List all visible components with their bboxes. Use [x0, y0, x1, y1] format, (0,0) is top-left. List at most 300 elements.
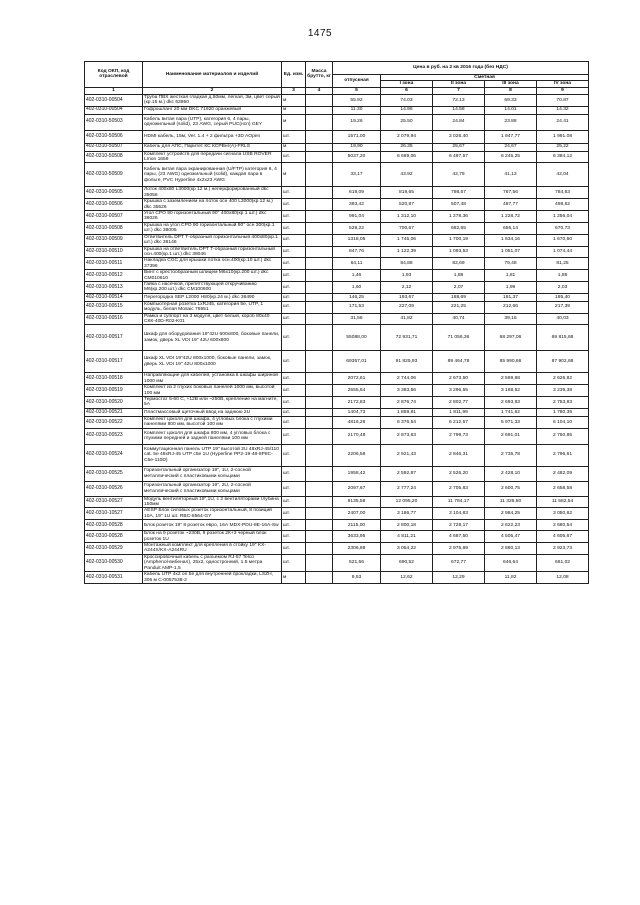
item-unit: м [282, 163, 306, 187]
item-code: 402-0310-50506 [85, 130, 143, 143]
table-row [85, 199, 589, 211]
item-mass [306, 94, 333, 106]
item-unit: шт. [282, 246, 306, 258]
table-row [85, 143, 589, 151]
table-body [85, 94, 589, 583]
table-row [85, 416, 589, 428]
item-code: 402-0310-00511 [85, 258, 143, 270]
zone-2-price: 1 093,53 [433, 246, 485, 258]
table-row [85, 114, 589, 130]
zone-3-price: 1 051,07 [485, 246, 537, 258]
zone-1-price: 43.92 [381, 163, 433, 187]
column-index: 3 [282, 87, 306, 94]
item-name: Крышка на угол СРО 90 горизонтальный 90° осн 300(кр.1 шт.) dkc 38005 [143, 222, 282, 234]
zone-2-price: 2 705,83 [433, 481, 485, 496]
zone-4-price: 6 384,12 [537, 151, 589, 163]
release-price: 64,11 [333, 258, 381, 270]
item-unit: шт. [282, 270, 306, 282]
item-mass [306, 211, 333, 223]
item-code: 402-0310-50503 [85, 114, 143, 130]
release-price: 1,46 [333, 270, 381, 282]
zone-2-price: 1 811,99 [433, 408, 485, 416]
release-price: 2407,00 [333, 508, 381, 520]
zone-2-price: 24.84 [433, 114, 485, 130]
item-mass [306, 301, 333, 313]
item-name: Комплект цоколя для шкафа 800 мм, 4 угловых блока с глухими передней и задней панелями 100 мм [143, 428, 282, 444]
item-name: Блок розеток 19" 8 розеток евро, 16А MDX-PDU-8E-16А-Sw [143, 520, 282, 531]
zone-1-price: 1 122,39 [381, 246, 433, 258]
item-mass [306, 543, 333, 555]
zone-1-price: 1,93 [381, 270, 433, 282]
item-code: 402-0310-50507 [85, 143, 143, 151]
zone-1-price: 700,67 [381, 222, 433, 234]
zone-2-price: 2 802,77 [433, 397, 485, 409]
table-row [85, 543, 589, 555]
item-unit: шт. [282, 508, 306, 520]
zone-3-price: 2 622,23 [485, 520, 537, 531]
item-name: Угол СРО 90 горизонтальный 90° 400х80(кр 1 шт.) dkc 36026 [143, 211, 282, 223]
item-name: Комплект устройств для передачи сигнала USB ROVER Lmon 1659 [143, 151, 282, 163]
zone-1-price: 74.03 [381, 94, 433, 106]
table-row [85, 397, 589, 409]
item-unit: шт. [282, 373, 306, 385]
release-price: 1318,05 [333, 234, 381, 246]
release-price: 19,90 [333, 143, 381, 151]
zone-2-price: 14.58 [433, 106, 485, 114]
item-unit: шт. [282, 151, 306, 163]
item-code: 402-0310-00510 [85, 246, 143, 258]
release-price: 1,60 [333, 281, 381, 293]
column-index: 7 [433, 87, 485, 94]
zone-1-price: 1 312,10 [381, 211, 433, 223]
item-unit: шт. [282, 258, 306, 270]
item-mass [306, 270, 333, 282]
item-code: 402-0310-00504 [85, 106, 143, 114]
item-name: Кабель витая пара (UTP), категория 6, 4 пары, одножильный (solid), 23 AWG, серый PUC(нсп) GEY [143, 114, 282, 130]
zone-4-price: 70.87 [537, 94, 589, 106]
item-unit: шт. [282, 466, 306, 481]
item-mass [306, 416, 333, 428]
zone-3-price: 181,37 [485, 293, 537, 301]
item-mass [306, 325, 333, 351]
zone-3-price: 6 245,25 [485, 151, 537, 163]
item-name: Винт с крестообразным шлицем М6х10(кр.200 шт.) dkc CM010610 [143, 270, 282, 282]
zone-4-price: 81,25 [537, 258, 589, 270]
release-price: 2306,88 [333, 543, 381, 555]
zone-4-price: 1 780,35 [537, 408, 589, 416]
zone-3-price: 4 505,47 [485, 531, 537, 543]
item-code: 402-0310-00506 [85, 199, 143, 211]
zone-2-price: 2 526,20 [433, 466, 485, 481]
column-index: 2 [143, 87, 282, 94]
release-price: 2555,64 [333, 385, 381, 397]
zone-3-price: 23.88 [485, 114, 537, 130]
header-zone-3: III зона [485, 81, 537, 87]
item-mass [306, 163, 333, 187]
zone-1-price: 41,82 [381, 313, 433, 325]
table-row [85, 444, 589, 466]
zone-3-price: 14.01 [485, 106, 537, 114]
item-name: Крышка с заземлением на лоток осн 400 L3000(кр.12 м.) dkc 35526 [143, 199, 282, 211]
item-mass [306, 508, 333, 520]
zone-1-price: 520,87 [381, 199, 433, 211]
item-code: 402-0310-00528 [85, 520, 143, 531]
table-row [85, 408, 589, 416]
item-name: Ответвитель DPT Т-образный горизонтальный 400х80(кр.1 шт.) dkc 36146 [143, 234, 282, 246]
item-name: Кабель UTP 4x2 on 5e для внутренней прокладки, LSZH, 305 м C-0057538-2 [143, 572, 282, 584]
zone-3-price: 2 984,25 [485, 508, 537, 520]
table-row [85, 351, 589, 373]
zone-4-price: 1 074,44 [537, 246, 589, 258]
item-mass [306, 373, 333, 385]
release-price: 55.92 [333, 94, 381, 106]
item-name: Компьютерная розетка 1хRJ45, категория 5е, UTP, 1 модуль, белая Mosaic 76551 [143, 301, 282, 313]
item-code: 402-0310-00519 [85, 385, 143, 397]
header-estimate: Сметная [381, 75, 589, 81]
zone-4-price: 1 670,50 [537, 234, 589, 246]
item-mass [306, 313, 333, 325]
zone-3-price: 646,64 [485, 554, 537, 571]
zone-2-price: 188,69 [433, 293, 485, 301]
item-unit: шт. [282, 211, 306, 223]
item-code: 402-0310-00515 [85, 301, 143, 313]
release-price: 2097,67 [333, 481, 381, 496]
release-price: 529,22 [333, 222, 381, 234]
release-price: 1958,42 [333, 466, 381, 481]
item-code: 402-0310-00507 [85, 211, 143, 223]
column-index: 6 [381, 87, 433, 94]
table-row [85, 572, 589, 584]
item-name: Кабель витая пара экранированная (U/FTP) категория 6, 4 пары, (23 AWG) одножильный (solid), каждая пара в фольге, PVC Hyperline 4x2x23 AWG [143, 163, 282, 187]
price-table [84, 61, 589, 584]
table-row [85, 508, 589, 520]
item-unit: шт. [282, 554, 306, 571]
zone-1-price: 2 777,24 [381, 481, 433, 496]
item-unit: шт. [282, 234, 306, 246]
table-row [85, 293, 589, 301]
zone-3-price: 24,67 [485, 143, 537, 151]
zone-4-price: 185,40 [537, 293, 589, 301]
zone-4-price: 4 605,67 [537, 531, 589, 543]
zone-4-price: 69 815,68 [537, 325, 589, 351]
column-index: 1 [85, 87, 143, 94]
header-zone-1: I зона [381, 81, 433, 87]
column-index: 5 [333, 87, 381, 94]
zone-2-price: 2,07 [433, 281, 485, 293]
item-code: 402-0310-00526 [85, 481, 143, 496]
item-name: Кроссировочный кабель с разъемом RJ-57 Telco (Amphenol-вибенал), 25х2, одностронний, 1.5 метра Panduit AMP-1,5 [143, 554, 282, 571]
zone-4-price: 2 482,09 [537, 466, 589, 481]
item-code: 402-0310-00520 [85, 397, 143, 409]
zone-1-price: 2,12 [381, 281, 433, 293]
item-code: 402-0310-00522 [85, 416, 143, 428]
header-price-group: Цена в руб. на 2 кв 2016 года (без НДС) [333, 62, 589, 75]
item-code: 402-0310-00504 [85, 94, 143, 106]
item-name: Блок на 9 розеток ~230В, 9 розеток 2К+3 черный блок розеток 1U [143, 531, 282, 543]
zone-1-price: 2 800,18 [381, 520, 433, 531]
zone-2-price: 71 056,36 [433, 325, 485, 351]
header-mass: Масса брутто, кг [306, 62, 333, 88]
item-mass [306, 151, 333, 163]
item-unit: шт. [282, 325, 306, 351]
zone-2-price: 72.13 [433, 94, 485, 106]
table-row [85, 466, 589, 481]
item-mass [306, 281, 333, 293]
zone-4-price: 1 256,04 [537, 211, 589, 223]
table-row [85, 130, 589, 143]
zone-1-price: 84,88 [381, 258, 433, 270]
zone-4-price: 2 750,85 [537, 428, 589, 444]
zone-2-price: 2 975,69 [433, 543, 485, 555]
zone-1-price: 2 873,63 [381, 428, 433, 444]
zone-1-price: 3 383,56 [381, 385, 433, 397]
table-row [85, 270, 589, 282]
item-mass [306, 293, 333, 301]
zone-3-price: 2 600,75 [485, 481, 537, 496]
zone-2-price: 6 497,57 [433, 151, 485, 163]
zone-1-price: 2 876,74 [381, 397, 433, 409]
release-price: 171,53 [333, 301, 381, 313]
table-row [85, 94, 589, 106]
zone-4-price: 1 991.08 [537, 130, 589, 143]
zone-4-price: 11 582,54 [537, 496, 589, 508]
zone-3-price: 487,77 [485, 199, 537, 211]
item-code: 402-0310-00530 [85, 554, 143, 571]
zone-2-price: 11 784,17 [433, 496, 485, 508]
item-name: Накладка CGC для крышки лотка осн.400(кр.10 шт.) dkc 37396 [143, 258, 282, 270]
zone-4-price: 40,03 [537, 313, 589, 325]
release-price: 847,76 [333, 246, 381, 258]
item-mass [306, 114, 333, 130]
item-code: 402-0310-50509 [85, 163, 143, 187]
zone-4-price: 24.41 [537, 114, 589, 130]
item-name: HDMI кабель, 15м, Ver. 1.4 + 2 фильтра +3D AOpen [143, 130, 282, 143]
item-unit: шт. [282, 222, 306, 234]
zone-4-price: 2 753,83 [537, 397, 589, 409]
release-price: 991,04 [333, 211, 381, 223]
zone-1-price: 12,62 [381, 572, 433, 584]
zone-4-price: 42,04 [537, 163, 589, 187]
release-price: 2206,58 [333, 444, 381, 466]
zone-4-price: 661,02 [537, 554, 589, 571]
zone-2-price: 798,57 [433, 187, 485, 199]
column-index: 8 [485, 87, 537, 94]
zone-2-price: 1,88 [433, 270, 485, 282]
zone-1-price: 819,65 [381, 187, 433, 199]
item-mass [306, 428, 333, 444]
item-code: 402-0310-00523 [85, 428, 143, 444]
item-unit: шт. [282, 408, 306, 416]
item-name: Лоток 400х80 L3000(кр 12 м.) неперфорированный dkc 35056 [143, 187, 282, 199]
zone-1-price: 2 744,06 [381, 373, 433, 385]
table-row [85, 151, 589, 163]
item-mass [306, 106, 333, 114]
zone-4-price: 498,62 [537, 199, 589, 211]
item-unit: шт. [282, 428, 306, 444]
item-unit: м [282, 94, 306, 106]
page-number: 1475 [307, 28, 333, 39]
table-row [85, 246, 589, 258]
table-row [85, 258, 589, 270]
zone-3-price: 39,16 [485, 313, 537, 325]
item-unit: м [282, 572, 306, 584]
zone-1-price: 6 376,54 [381, 416, 433, 428]
item-name: Кабель для АПС, Паритет КС КСРВнг(А)-FRLS [143, 143, 282, 151]
release-price: 393,42 [333, 199, 381, 211]
item-name: Крышка на ответвитель DPT Т-образный горизонтальный осн.400(кр.1 шт.) dkc 38046 [143, 246, 282, 258]
release-price: 521,56 [333, 554, 381, 571]
item-mass [306, 572, 333, 584]
item-unit: шт. [282, 301, 306, 313]
zone-3-price: 68 297,06 [485, 325, 537, 351]
item-unit: шт. [282, 481, 306, 496]
item-unit: м [282, 143, 306, 151]
zone-3-price: 79,48 [485, 258, 537, 270]
zone-3-price: 85 990,66 [485, 351, 537, 373]
table-row [85, 234, 589, 246]
item-code: 402-0310-00512 [85, 270, 143, 282]
item-code: 402-0310-00517 [85, 351, 143, 373]
table-row [85, 313, 589, 325]
zone-4-price: 2,03 [537, 281, 589, 293]
release-price: 2072,61 [333, 373, 381, 385]
item-name: Монтажный комплект для крепления в стойку 19" KX-A244X/KX-A244RU [143, 543, 282, 555]
item-unit: шт. [282, 385, 306, 397]
zone-3-price: 1 228,72 [485, 211, 537, 223]
zone-2-price: 3 104,83 [433, 508, 485, 520]
release-price: 9,53 [333, 572, 381, 584]
zone-4-price: 217,39 [537, 301, 589, 313]
item-code: 402-0310-00514 [85, 293, 143, 301]
zone-2-price: 6 212,57 [433, 416, 485, 428]
item-name: Комплект из 2 глухих боковых панелей 1000 мм, высотой 100 мм [143, 385, 282, 397]
zone-4-price: 2 923,73 [537, 543, 589, 555]
zone-3-price: 2 428,10 [485, 466, 537, 481]
item-code: 402-0310-00521 [85, 408, 143, 416]
item-code: 402-0310-50508 [85, 151, 143, 163]
item-unit: шт. [282, 416, 306, 428]
release-price: 69357,01 [333, 351, 381, 373]
item-unit: шт. [282, 199, 306, 211]
item-code: 402-0310-00527 [85, 496, 143, 508]
zone-3-price: 656,14 [485, 222, 537, 234]
zone-3-price: 41,13 [485, 163, 537, 187]
zone-3-price: 3 168,52 [485, 385, 537, 397]
item-code: 402-0310-00525 [85, 466, 143, 481]
zone-3-price: 767,56 [485, 187, 537, 199]
item-code: 402-0310-00505 [85, 187, 143, 199]
item-code: 402-0310-00518 [85, 373, 143, 385]
release-price: 2170,48 [333, 428, 381, 444]
item-mass [306, 385, 333, 397]
item-unit: шт. [282, 187, 306, 199]
item-code: 402-0310-00513 [85, 281, 143, 293]
item-name: Шкаф для оборудования 19"42U 600x800, боковые панели, замок, дверь XL VDI 19" 42U 600x800 [143, 325, 282, 351]
item-unit: шт. [282, 496, 306, 508]
zone-2-price: 1 700,19 [433, 234, 485, 246]
zone-1-price: 227,09 [381, 301, 433, 313]
zone-1-price: 91 825,93 [381, 351, 433, 373]
zone-1-price: 2 079,94 [381, 130, 433, 143]
release-price: 31,56 [333, 313, 381, 325]
item-name: Гофрошланг 20 мм DKC 71920 оранжевый [143, 106, 282, 114]
item-code: 402-0310-00528 [85, 531, 143, 543]
item-mass [306, 554, 333, 571]
item-mass [306, 496, 333, 508]
release-price: 11.30 [333, 106, 381, 114]
zone-1-price: 25.50 [381, 114, 433, 130]
zone-2-price: 221,25 [433, 301, 485, 313]
zone-1-price: 1 745,06 [381, 234, 433, 246]
zone-1-price: 26.35 [381, 143, 433, 151]
table-row [85, 428, 589, 444]
item-name: Перегородка SEP L2000 Н80(кр.24 м.) dkc 36490 [143, 293, 282, 301]
zone-1-price: 3 054,22 [381, 543, 433, 555]
item-unit: шт. [282, 520, 306, 531]
item-unit: шт. [282, 313, 306, 325]
zone-2-price: 3 296,55 [433, 385, 485, 397]
zone-4-price: 784,63 [537, 187, 589, 199]
release-price: 19.26 [333, 114, 381, 130]
zone-1-price: 72 931,71 [381, 325, 433, 351]
table-row [85, 222, 589, 234]
item-unit: шт. [282, 281, 306, 293]
item-unit: м [282, 114, 306, 130]
item-code: 402-0310-00517 [85, 325, 143, 351]
zone-2-price: 682,65 [433, 222, 485, 234]
item-code: 402-0310-00508 [85, 222, 143, 234]
zone-1-price: 690,52 [381, 554, 433, 571]
zone-4-price: 2 796,61 [537, 444, 589, 466]
table-row [85, 373, 589, 385]
header-zone-2: II зона [433, 81, 485, 87]
zone-1-price: 2 921,43 [381, 444, 433, 466]
zone-3-price: 1 634,16 [485, 234, 537, 246]
item-mass [306, 187, 333, 199]
zone-3-price: 2 735,78 [485, 444, 537, 466]
zone-3-price: 1,81 [485, 270, 537, 282]
zone-1-price: 2 592,87 [381, 466, 433, 481]
table-row [85, 520, 589, 531]
item-code: 402-0310-00516 [85, 313, 143, 325]
item-code: 402-0310-00529 [85, 543, 143, 555]
item-unit: шт. [282, 293, 306, 301]
zone-1-price: 12 095,20 [381, 496, 433, 508]
item-mass [306, 246, 333, 258]
column-index-row [85, 87, 589, 94]
zone-4-price: 87 902,68 [537, 351, 589, 373]
column-index: 4 [306, 87, 333, 94]
zone-3-price: 11,82 [485, 572, 537, 584]
table-row [85, 496, 589, 508]
item-name: Рамка и суппорт на 3 модуля, цвет белый, короб 80х40 СКК-40D-R02-K01 [143, 313, 282, 325]
release-price: 2172,83 [333, 397, 381, 409]
item-name: Коммутационная панель UTP 19" высотой 2U 48xRJ-45/110 cat. 5e 48xRJ-45 UTP c5e 1U (Hyperline PP2-19-48-8P8C-C5e-110D) [143, 444, 282, 466]
zone-1-price: 3 186,77 [381, 508, 433, 520]
zone-2-price: 82,69 [433, 258, 485, 270]
table-row [85, 554, 589, 571]
zone-2-price: 507,48 [433, 199, 485, 211]
table-row [85, 481, 589, 496]
item-mass [306, 397, 333, 409]
item-mass [306, 408, 333, 416]
item-unit: шт. [282, 351, 306, 373]
item-mass [306, 481, 333, 496]
column-index: 9 [537, 87, 589, 94]
header-release: отпускная [333, 75, 381, 88]
release-price: 5037,20 [333, 151, 381, 163]
table-row [85, 211, 589, 223]
